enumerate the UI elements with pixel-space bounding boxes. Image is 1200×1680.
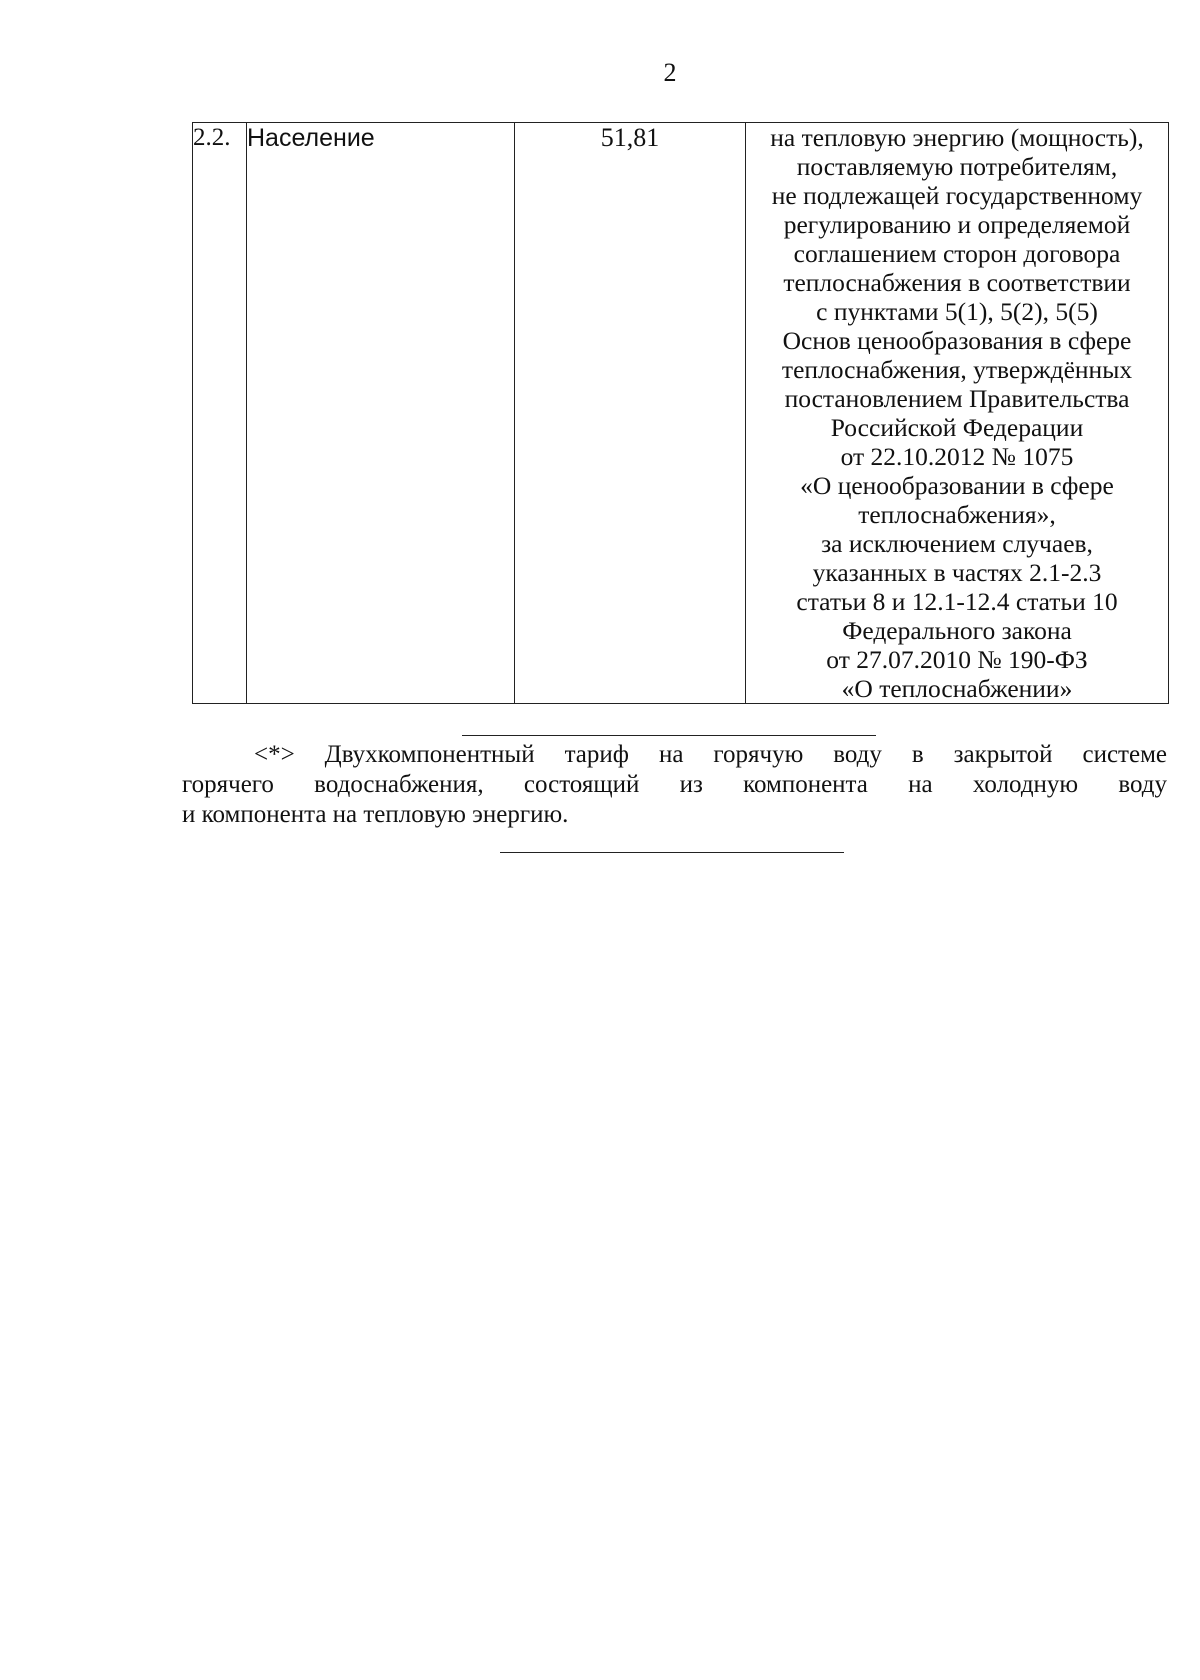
footnote: [182, 740, 1167, 830]
row-number: 2.2.: [193, 123, 247, 704]
table-row: [193, 123, 1169, 704]
note-line: не подлежащей государственному: [771, 181, 1143, 210]
note-line: на тепловую энергию (мощность),: [770, 123, 1144, 152]
note-line: статьи 8 и 12.1-12.4 статьи 10: [796, 587, 1118, 616]
consumer-category: Население: [247, 123, 515, 704]
note-line: теплоснабжения»,: [858, 500, 1056, 529]
note-line: регулированию и определяемой: [783, 210, 1131, 239]
note-line: Российской Федерации: [830, 413, 1084, 442]
note-line: от 22.10.2012 № 1075: [840, 442, 1074, 471]
note-line: Федерального закона: [842, 616, 1072, 645]
divider-bottom: [500, 852, 844, 853]
note-line: указанных в частях 2.1-2.3: [812, 558, 1102, 587]
footnote-line: <*> Двухкомпонентный тариф на горячую воду в закрытой системе: [254, 741, 1167, 768]
page-number: 2: [663, 58, 677, 87]
note-line: с пунктами 5(1), 5(2), 5(5): [816, 297, 1098, 326]
note-line: поставляемую потребителям,: [796, 152, 1118, 181]
note-line: «О ценообразовании в сфере: [800, 471, 1114, 500]
tariff-value: 51,81: [515, 123, 746, 704]
note-line: теплоснабжения в соответствии: [783, 268, 1131, 297]
note-line: «О теплоснабжении»: [841, 674, 1073, 703]
note-line: теплоснабжения, утверждённых: [781, 355, 1133, 384]
footnote-line: горячего водоснабжения, состоящий из компонента на холодную воду: [182, 771, 1167, 798]
note-line: от 27.07.2010 № 190-ФЗ: [826, 645, 1088, 674]
note-line: постановлением Правительства: [784, 384, 1130, 413]
tariff-note: [746, 123, 1169, 704]
tariff-table: [192, 122, 1169, 704]
note-line: Основ ценообразования в сфере: [782, 326, 1132, 355]
note-line: за исключением случаев,: [821, 529, 1093, 558]
footnote-line: и компонента на тепловую энергию.: [182, 801, 569, 828]
note-line: соглашением сторон договора: [793, 239, 1121, 268]
divider-top: [462, 735, 876, 736]
